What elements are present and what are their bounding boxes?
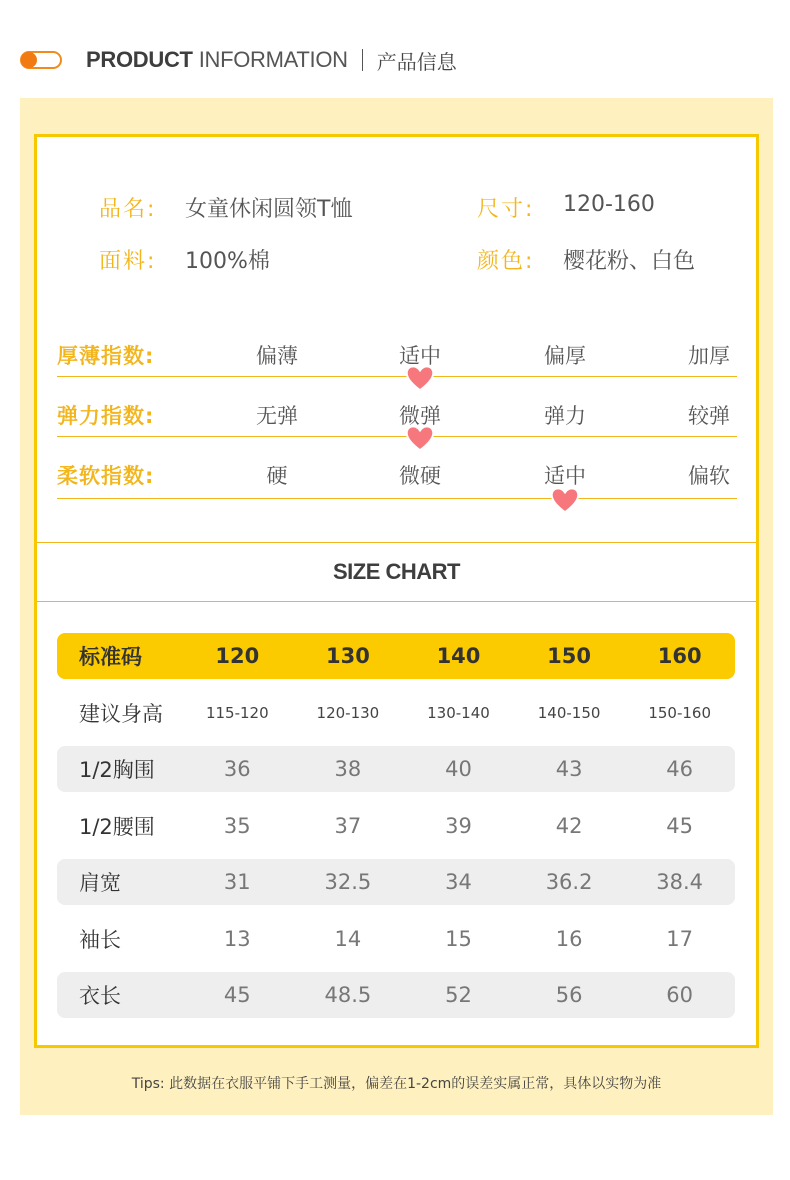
table-cell: 43: [555, 757, 583, 781]
table-cell: 17: [666, 926, 694, 951]
index-option: 偏薄: [256, 344, 298, 368]
table-header-cell: 120: [215, 644, 260, 668]
info-value: 120-160: [563, 192, 655, 217]
table-cell: 48.5: [324, 983, 372, 1007]
info-value: 女童休闲圆领T恤: [185, 197, 353, 222]
info-fabric: [99, 244, 270, 275]
table-cell: 150-160: [648, 703, 712, 722]
index-option: 适中: [544, 464, 586, 488]
heart-marker-icon: [550, 486, 580, 514]
index-label: 弹力指数:: [57, 404, 155, 428]
table-row-label: 1/2腰围: [79, 814, 155, 839]
table-cell: 15: [445, 926, 472, 951]
index-option: 偏软: [688, 464, 730, 488]
table-cell: 34: [445, 870, 472, 894]
table-cell: 52: [445, 983, 472, 1007]
index-option: 适中: [399, 344, 441, 368]
table-cell: 38.4: [656, 870, 704, 894]
size-table: [57, 633, 735, 1029]
toggle-knob: [21, 52, 37, 68]
table-cell: 35: [223, 813, 251, 838]
info-name: [99, 192, 352, 223]
table-cell: 46: [666, 757, 694, 781]
table-row-label: 建议身高: [79, 701, 163, 726]
table-cell: 40: [445, 757, 472, 781]
table-header-label: 标准码: [79, 645, 142, 669]
heart-marker-icon: [405, 364, 435, 392]
table-cell: 39: [445, 813, 472, 838]
index-option: 弹力: [544, 404, 586, 428]
table-cell: 32.5: [324, 870, 372, 894]
info-color: [477, 244, 695, 275]
index-scale-line: [57, 498, 737, 499]
table-cell: 38: [334, 757, 362, 781]
index-option: 微弹: [399, 404, 441, 428]
table-cell: 45: [666, 813, 694, 838]
table-cell: 130-140: [427, 703, 490, 722]
table-row: [57, 972, 735, 1018]
table-cell: 36: [223, 757, 251, 781]
info-value: 樱花粉、白色: [563, 249, 696, 274]
table-row: [57, 916, 735, 962]
index-scale-line: [57, 436, 737, 437]
elasticity-index: [57, 400, 737, 460]
header-divider: [362, 49, 363, 71]
table-cell: 14: [334, 926, 362, 951]
table-cell: 115-120: [205, 703, 269, 722]
table-cell: 31: [223, 870, 251, 894]
table-header-cell: 150: [547, 644, 591, 668]
info-key: 颜色:: [477, 249, 535, 274]
table-header-row: [57, 633, 735, 679]
table-cell: 42: [555, 813, 583, 838]
index-label: 厚薄指数:: [57, 344, 155, 368]
index-option: 偏厚: [544, 344, 586, 368]
table-cell: 36.2: [545, 870, 593, 894]
table-row-label: 衣长: [79, 984, 121, 1008]
info-key: 面料:: [99, 249, 157, 274]
table-cell: 37: [334, 813, 362, 838]
table-cell: 60: [666, 983, 694, 1007]
header-title-bold: PRODUCT: [86, 47, 193, 72]
section-header: [20, 42, 457, 78]
table-row-label: 1/2胸围: [79, 758, 155, 782]
header-title-cn: 产品信息: [376, 49, 457, 74]
table-row: [57, 803, 735, 849]
size-chart-title-band: [37, 542, 756, 602]
table-cell: 140-150: [537, 703, 601, 722]
index-option: 无弹: [256, 404, 298, 428]
header-title-light: INFORMATION: [198, 47, 348, 72]
table-cell: 120-130: [316, 703, 380, 722]
info-card: [34, 134, 759, 1048]
table-row-label: 肩宽: [79, 871, 121, 895]
table-cell: 16: [555, 926, 583, 951]
info-panel: [20, 98, 773, 1115]
info-key: 尺寸:: [477, 197, 535, 222]
heart-marker-icon: [405, 424, 435, 452]
index-option: 加厚: [688, 344, 730, 368]
index-option: 硬: [266, 464, 288, 488]
info-size: [477, 192, 655, 223]
info-key: 品名:: [99, 197, 157, 222]
table-cell: 56: [555, 983, 583, 1007]
table-header-cell: 140: [436, 644, 481, 668]
index-option: 微硬: [399, 464, 441, 488]
measurement-tips: Tips: 此数据在衣服平铺下手工测量，偏差在1-2cm的误差实属正常，具体以实物为准: [131, 1076, 662, 1092]
table-row: [57, 859, 735, 905]
index-scale-line: [57, 376, 737, 377]
table-row-label: 袖长: [79, 927, 121, 952]
thickness-index: [57, 340, 737, 400]
table-row: [57, 690, 735, 736]
table-row: [57, 746, 735, 792]
toggle-icon: [20, 51, 62, 69]
table-header-cell: 160: [657, 644, 702, 668]
softness-index: [57, 460, 737, 520]
size-chart-title: SIZE CHART: [333, 559, 460, 584]
table-header-cell: 130: [325, 644, 370, 668]
index-option: 较弹: [688, 404, 730, 428]
table-cell: 13: [223, 926, 251, 951]
table-cell: 45: [223, 983, 251, 1007]
info-value: 100%棉: [185, 249, 270, 274]
index-label: 柔软指数:: [57, 464, 155, 488]
